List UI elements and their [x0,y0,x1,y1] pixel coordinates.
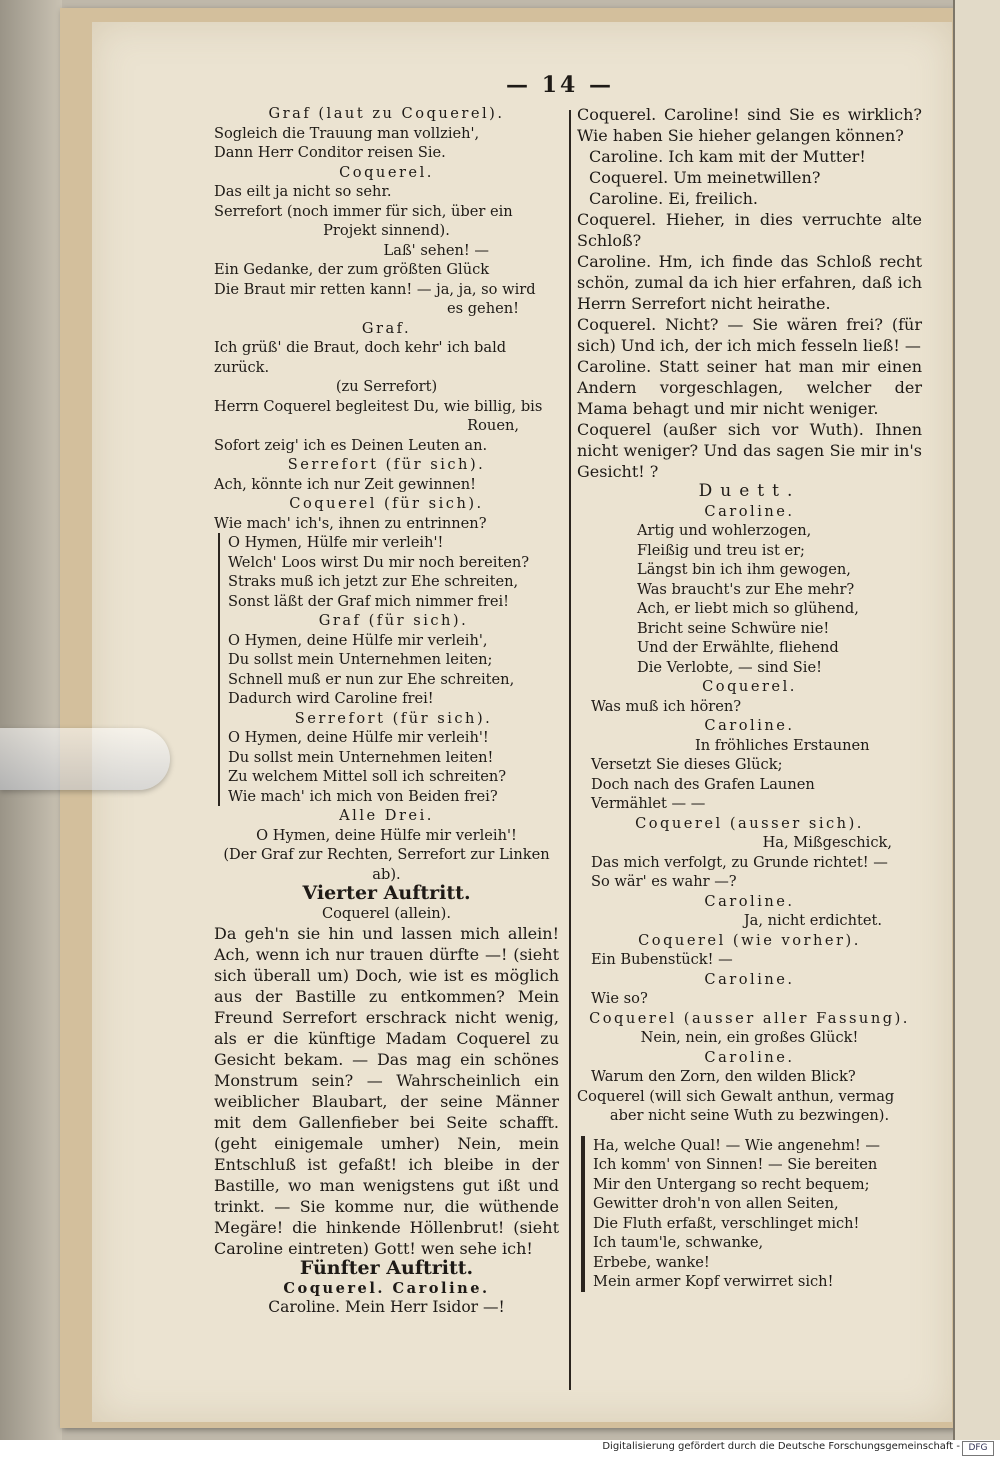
verse-line: Ach, er liebt mich so glühend, [637,600,859,617]
verse-line: Du sollst mein Unternehmen leiten! [228,748,494,766]
speaker: Coquerel. [702,678,797,695]
verse-line: Vermählet — — [591,795,706,812]
duet-heading: Duett. [698,481,801,501]
speaker: Serrefort (für sich). [287,456,486,473]
stage-direction: Projekt sinnend). [323,222,450,239]
verse-line: Ha, Mißgeschick, [762,834,892,851]
dialogue-paragraph: Coquerel (außer sich vor Wuth). Ihnen nicht weniger? Und das sagen Sie mir in's Gesicht! ? [577,420,922,481]
verse-line: Ich grüß' die Braut, doch kehr' ich bald zurück. [214,339,507,376]
verse-line: Erbebe, wanke! [593,1253,710,1271]
dialogue-line: Caroline. Ich kam mit der Mutter! [589,147,866,166]
speaker: Graf (für sich). [318,612,469,629]
stage-direction: Coquerel (will sich Gewalt anthun, vermag [577,1087,895,1105]
verse-line: Doch nach des Grafen Launen [591,775,815,793]
prose-paragraph: Da geh'n sie hin und lassen mich allein! Ach, wenn ich nur trauen dürfte —! (sieht sich überall um) Doch, wie ist es möglich aus der Bastille zu entkommen? Mein Freund Serrefort erschrack nicht wenig, als er die künftige Madam Coquerel zu Gesicht bekam. — Das mag ein schönes Monstrum sein? — Wahrscheinlich ein weiblicher Blaubart, der seine Männer mit dem Gallenfieber bei Seite schafft. (geht einigemale umher) Nein, mein Entschluß ist gefaßt! ich bleibe in der Bastille, wo man wenigstens gut ißt und trinkt. — Sie komme nur, die wüthende Megäre! die hinkende Höllenbrut! (sieht Caroline eintreten) Gott! wen sehe ich! [214,924,559,1258]
verse-line: Ja, nicht erdichtet. [743,912,882,929]
verse-line: Sonst läßt der Graf mich nimmer frei! [228,592,510,610]
verse-line: Das eilt ja nicht so sehr. [214,183,392,200]
verse-line: Wie mach' ich mich von Beiden frei? [228,787,498,805]
verse-line: Was muß ich hören? [591,697,742,715]
page-number: — 14 — [506,72,614,98]
verse-line: Fleißig und treu ist er; [637,541,805,559]
dialogue-paragraph: Caroline. Statt seiner hat man mir einen Andern vorgeschlagen, welcher der Mama behagt und mir nicht weniger. [577,357,922,418]
verse-line: Die Braut mir retten kann! — ja, ja, so wird [214,280,536,298]
verse-line: Zu welchem Mittel soll ich schreiten? [228,768,507,785]
verse-line: Wie mach' ich's, ihnen zu entrinnen? [214,514,487,532]
verse-line: Ein Bubenstück! — [591,951,733,968]
verse-line: Nein, nein, ein großes Glück! [640,1029,859,1046]
dialogue-line: Caroline. Mein Herr Isidor —! [268,1298,505,1316]
scene-subheading: Coquerel (allein). [321,904,451,922]
right-column [577,104,922,1292]
speaker: Caroline. [704,970,795,988]
verse-line: Was braucht's zur Ehe mehr? [637,580,855,598]
speaker: Graf. [361,319,412,337]
speaker: Caroline. [704,892,795,910]
verse-line: Sogleich die Trauung man vollzieh', [214,124,480,142]
scene-heading: Fünfter Auftritt. [299,1257,474,1279]
speaker: Caroline. [704,1048,795,1066]
verse-line: O Hymen, Hülfe mir verleih'! [228,534,444,551]
verse-line: Dann Herr Conditor reisen Sie. [214,144,446,161]
footer-credit: Digitalisierung gefördert durch die Deutsche Forschungsgemeinschaft - [602,1441,960,1452]
speaker: Caroline. [704,717,795,734]
verse-line: Versetzt Sie dieses Glück; [591,756,783,773]
verse-line: Artig und wohlerzogen, [637,522,812,539]
speaker: Coquerel. [339,163,434,181]
verse-line: es gehen! [446,300,519,317]
dialogue-paragraph: Coquerel. Caroline! sind Sie es wirklich? Wie haben Sie hieher gelangen können? [577,105,922,145]
verse-line: Warum den Zorn, den wilden Blick? [591,1068,856,1085]
verse-line: Das mich verfolgt, zu Grunde richtet! — [591,853,888,871]
right-page-edge [953,0,1000,1440]
verse-line: Mir den Untergang so recht bequem; [593,1175,870,1193]
verse-line: Laß' sehen! — [383,241,489,259]
verse-line: Welch' Loos wirst Du mir noch bereiten? [228,553,530,571]
verse-line: Sofort zeig' ich es Deinen Leuten an. [214,436,488,454]
verse-line: Dadurch wird Caroline frei! [228,690,434,707]
verse-line: Herrn Coquerel begleitest Du, wie billig, bis [214,397,543,415]
scanner-finger-clip [0,728,170,790]
column-divider [569,110,571,1390]
verse-line: Ha, welche Qual! — Wie angenehm! — [593,1136,880,1154]
dialogue-paragraph: Coquerel. Nicht? — Sie wären frei? (für sich) Und ich, der ich mich fesseln ließ! — [577,315,922,355]
left-column [214,104,559,1318]
dialogue-paragraph: Coquerel. Hieher, in dies verruchte alte Schloß? [577,210,922,250]
verse-line: Und der Erwählte, fliehend [637,639,839,656]
verse-line: In fröhliches Erstaunen [695,736,870,754]
verse-bracket [581,1136,922,1292]
dialogue-line: Coquerel. Um meinetwillen? [589,168,821,187]
verse-bracket [218,533,559,806]
verse-line: Längst bin ich ihm gewogen, [637,561,851,578]
verse-line: Bricht seine Schwüre nie! [637,619,830,637]
verse-line: Wie so? [591,990,648,1007]
speaker: Alle Drei. [339,807,434,824]
verse-line: O Hymen, deine Hülfe mir verleih', [228,631,488,649]
verse-line: Mein armer Kopf verwirret sich! [593,1273,834,1290]
verse-line: Schnell muß er nun zur Ehe schreiten, [228,670,515,688]
verse-line: Ich komm' von Sinnen! — Sie bereiten [593,1156,878,1173]
dialogue-paragraph: Caroline. Hm, ich finde das Schloß recht schön, zumal da ich hier erfahren, daß ich Herrn Serrefort nicht heirathe. [577,252,922,313]
speaker: Serrefort (für sich). [294,709,493,727]
verse-line: Ein Gedanke, der zum größten Glück [214,261,490,278]
stage-direction: Graf (laut zu Coquerel). [268,105,505,122]
speaker: Coquerel (ausser sich). [635,814,864,832]
speaker: Coquerel (ausser aller Fassung). [589,1009,910,1027]
left-page-edge [0,0,62,1440]
verse-line: Gewitter droh'n von allen Seiten, [593,1195,839,1212]
verse-line: Straks muß ich jetzt zur Ehe schreiten, [228,573,519,590]
scene-heading: Vierter Auftritt. [302,882,471,904]
verse-line: O Hymen, deine Hülfe mir verleih'! [256,826,517,844]
scene-subheading: Coquerel. Caroline. [283,1279,490,1297]
verse-line: Ach, könnte ich nur Zeit gewinnen! [214,475,477,493]
verse-line: So wär' es wahr —? [591,873,737,890]
speaker: Coquerel (wie vorher). [638,931,861,949]
verse-line: Die Fluth erfaßt, verschlinget mich! [593,1214,860,1232]
verse-line: Die Verlobte, — sind Sie! [637,658,822,676]
stage-direction: (zu Serrefort) [335,378,438,395]
speaker: Caroline. [704,502,795,520]
stage-direction: aber nicht seine Wuth zu bezwingen). [609,1107,890,1124]
stage-direction: (Der Graf zur Rechten, Serrefort zur Linken ab). [223,846,550,883]
stage-direction: Serrefort (noch immer für sich, über ein [214,202,513,220]
verse-line: Ich taum'le, schwanke, [593,1234,764,1251]
dfg-logo: DFG [962,1441,994,1456]
verse-line: O Hymen, deine Hülfe mir verleih'! [228,729,489,746]
dialogue-line: Caroline. Ei, freilich. [589,189,758,208]
verse-line: Rouen, [467,417,519,434]
speaker: Coquerel (für sich). [289,495,484,512]
verse-line: Du sollst mein Unternehmen leiten; [228,651,493,668]
